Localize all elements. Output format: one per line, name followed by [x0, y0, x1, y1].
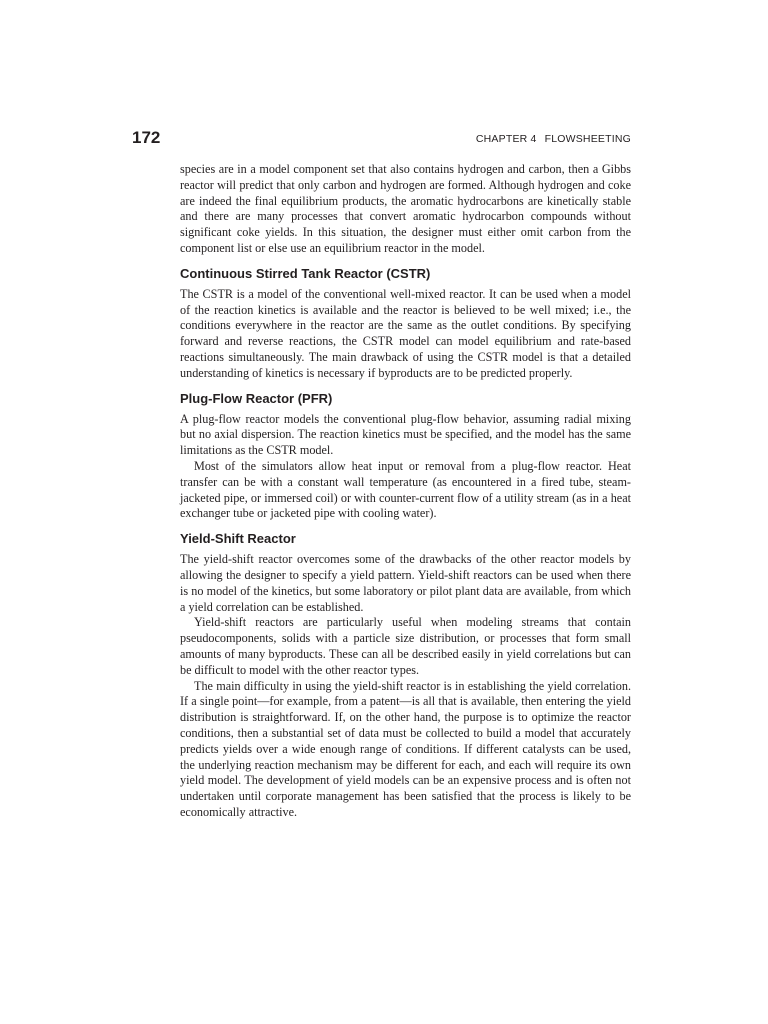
chapter-title: FLOWSHEETING [544, 133, 631, 145]
running-head [476, 133, 631, 146]
page-body [180, 162, 631, 821]
pfr-paragraph: A plug-flow reactor models the conventional plug-flow behavior, assuming radial mixing but no axial dispersion. The reaction kinetics must be specified, and the model has the same limitations as the CSTR model. [180, 411, 631, 458]
cstr-paragraph: The CSTR is a model of the conventional well-mixed reactor. It can be used when a model of the reaction kinetics is available and the reactor is believed to be well mixed; i.e., the conditions everywhere in the reactor are the same as the outlet conditions. By specifying forward and reverse reactions, the CSTR model can model equilibrium and rate-based reactions simultaneously. The main drawback of using the CSTR model is that a detailed understanding of kinetics is necessary if byproducts are to be predicted properly. [180, 286, 631, 380]
yield-shift-paragraph: Yield-shift reactors are particularly useful when modeling streams that contain pseudocomponents, solids with a particle size distribution, or processes that form small amounts of many byproducts. These can all be described easily in yield correlations but can be difficult to model with the other reactor types. [180, 615, 631, 677]
section-heading-yield-shift: Yield-Shift Reactor [180, 531, 296, 547]
page-number: 172 [132, 128, 161, 147]
intro-paragraph: species are in a model component set that also contains hydrogen and carbon, then a Gibbs reactor will predict that only carbon and hydrogen are formed. Although hydrogen and coke are indeed the final equilibrium products, the aromatic hydrocarbons are kinetically stable and there are many processes that convert aromatic hydrocarbon compounds without significant coke yields. In this situation, the designer must either omit carbon from the component list or else use an equilibrium reactor in the model. [180, 162, 631, 255]
section-heading-cstr: Continuous Stirred Tank Reactor (CSTR) [180, 265, 431, 281]
chapter-label: CHAPTER 4 [475, 133, 537, 145]
yield-shift-paragraph: The yield-shift reactor overcomes some of the drawbacks of the other reactor models by allowing the designer to specify a yield pattern. Yield-shift reactors can be used when there is no model of the kinetics, but some laboratory or pilot plant data are available, from which a yield correlation can be established. [180, 552, 631, 614]
yield-shift-paragraph: The main difficulty in using the yield-shift reactor is in establishing the yield correlation. If a single point—for example, from a patent—is all that is available, then entering the yield distribution is straightforward. If, on the other hand, the purpose is to optimize the reactor conditions, then a substantial set of data must be collected to build a model that accurately predicts yields over a wide enough range of conditions. If different catalysts can be used, the underlying reaction mechanism may be different for each, and each will require its own yield model. The development of yield models can be an expensive process and is often not undertaken until corporate management has been satisfied that the process is likely to be economically attractive. [180, 678, 631, 819]
pfr-paragraph: Most of the simulators allow heat input or removal from a plug-flow reactor. Heat transfer can be with a constant wall temperature (as encountered in a fired tube, steam-jacketed pipe, or immersed coil) or with counter-current flow of a utility stream (as in a heat exchanger tube or jacketed pipe with cooling water). [180, 458, 631, 521]
section-heading-pfr: Plug-Flow Reactor (PFR) [180, 390, 333, 406]
